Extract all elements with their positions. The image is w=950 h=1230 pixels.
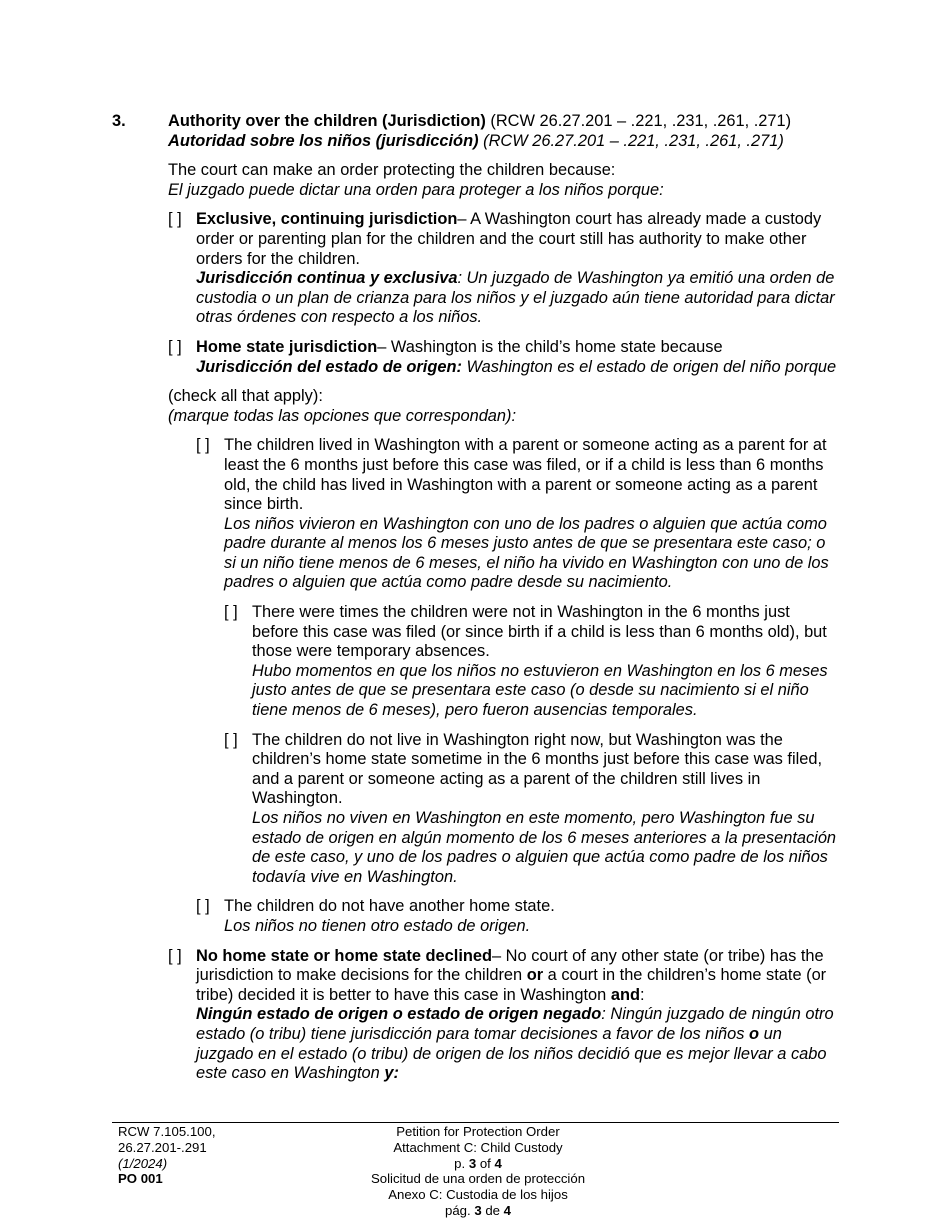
home-state-en [196, 338, 840, 358]
no-home-and-es: y [384, 1064, 394, 1083]
intro-es: El juzgado puede dictar una orden para proteger a los niños porque: [168, 180, 664, 199]
checkbox-temporary-absences[interactable]: [ ] [224, 603, 238, 622]
checkbox-not-living-now[interactable]: [ ] [224, 730, 238, 749]
no-home-es [196, 1005, 840, 1083]
footer-statute-1: RCW 7.105.100, [118, 1124, 216, 1139]
no-home-colon-en: : [639, 985, 645, 1004]
checkbox-no-home-state[interactable]: [ ] [168, 946, 182, 965]
no-home-label-es: Ningún estado de origen o estado de origen negado [196, 1005, 602, 1024]
footer-page-number-es: 3 [474, 1202, 482, 1218]
heading-es [168, 132, 840, 152]
exclusive-text-en: – A Washington court has already made a custody order or parenting plan for the children and the court still has authority to make other orders for the children. [196, 210, 822, 268]
footer-page-es [340, 1203, 616, 1219]
checkbox-no-other-home-state[interactable]: [ ] [196, 897, 210, 916]
no-home-text-en-2: a court in the children’s home state (or tribe) decided it is better to have this case in Washington [196, 966, 827, 1004]
checkbox-lived-in-washington[interactable]: [ ] [196, 436, 210, 455]
footer-statute-2: 26.27.201-.291 [118, 1139, 207, 1155]
section-number: 3. [112, 112, 126, 130]
lived-en: The children lived in Washington with a parent or someone acting as a parent for at least the 6 months just before this case was filed, or if a child is less than 6 months old, the child has lived in Washington with a parent or someone acting as a parent since birth. [224, 436, 827, 514]
footer-page-prefix-es: pág. [444, 1202, 475, 1218]
home-state-text-es: Washington es el estado de origen del niño porque [461, 357, 837, 376]
no-home-or-en: or [526, 966, 544, 985]
footer-page-of-en: of [476, 1155, 495, 1171]
home-state-es [196, 358, 840, 378]
no-home-text-es-2: un juzgado en el estado (o tribu) de origen de los niños decidió que es mejor llevar a cabo este caso en Washington [196, 1024, 827, 1083]
footer-page-total-en: 4 [494, 1155, 502, 1171]
check-all-es: (marque todas las opciones que correspondan): [168, 406, 517, 425]
exclusive-label-es: Jurisdicción continua y exclusiva [196, 269, 458, 288]
no-home-text-es-1: : Ningún juzgado de ningún otro estado (o tribu) tiene jurisdicción para tomar decisiones a favor de los niños [196, 1005, 834, 1043]
exclusive-en [196, 210, 840, 269]
lived-es: Los niños vivieron en Washington con uno de los padres o alguien que actúa como padre durante al menos los 6 meses justo antes de que se presentara este caso; o si un niño tiene menos de 6 meses, el niño ha vivido en Washington con uno de los padres o alguien que actúa como padre desde su nacimiento. [224, 514, 829, 592]
home-state-label-en: Home state jurisdiction [196, 337, 378, 356]
heading-title-en: Authority over the children (Jurisdiction) [168, 112, 486, 130]
exclusive-label-en: Exclusive, continuing jurisdiction [196, 210, 458, 229]
check-all-instruction [168, 387, 840, 426]
option-temporary-absences [224, 603, 840, 721]
footer-form-number: PO 001 [118, 1171, 163, 1187]
footer-page-number-en: 3 [468, 1155, 477, 1171]
footer-subtitle-es: Anexo C: Custodia de los hijos [388, 1187, 568, 1203]
no-home-text-en-1: – No court of any other state (or tribe) has the jurisdiction to make decisions for the children [196, 946, 824, 985]
footer-divider [112, 1122, 839, 1123]
footer-revision-date: (1/2024) [118, 1155, 168, 1171]
home-state-text-en: – Washington is the child’s home state because [377, 337, 723, 356]
footer-page-prefix-en: p. [454, 1155, 469, 1171]
footer-page-total-es: 4 [503, 1202, 512, 1218]
footer-page-of-es: de [481, 1202, 504, 1218]
intro-en: The court can make an order protecting the children because: [168, 161, 616, 180]
section-heading [168, 112, 840, 151]
not-now-es: Los niños no viven en Washington en este momento, pero Washington fue su estado de origen en algún momento de los 6 meses anteriores a la presentación de este caso, y uno de los padres o alguien que actúa como padre de los niños todavía vive en Washington. [252, 809, 837, 886]
option-home-state-jurisdiction [168, 338, 840, 377]
temporary-es: Hubo momentos en que los niños no estuvieron en Washington en los 6 meses justo antes de que se presentara este caso (o desde su nacimiento si el niño tiene menos de 6 meses), pero fueron ausencias temporales. [252, 661, 828, 720]
not-now-en: The children do not live in Washington right now, but Washington was the children’s home state sometime in the 6 months just before this case was filed, and a parent or someone acting as a parent of the children still lives in Washington. [252, 730, 823, 808]
heading-ref-en: (RCW 26.27.201 – .221, .231, .261, .271) [490, 112, 792, 130]
checkbox-exclusive-jurisdiction[interactable]: [ ] [168, 210, 182, 229]
temporary-en: There were times the children were not in Washington in the 6 months just before this case was filed (or since birth if a child is less than 6 months old), but those were temporary absences. [252, 603, 827, 661]
footer-title-en: Petition for Protection Order [396, 1124, 560, 1139]
exclusive-text-es: : Un juzgado de Washington ya emitió una orden de custodia o un plan de crianza para los niños y el juzgado aún tiene autoridad para dictar otras órdenes con respecto a los niños. [196, 269, 835, 327]
checkbox-home-state[interactable]: [ ] [168, 337, 182, 356]
footer-left [118, 1124, 216, 1187]
footer-page-en [340, 1156, 616, 1172]
no-other-es: Los niños no tienen otro estado de origen. [224, 916, 531, 935]
option-not-living-now [224, 731, 840, 888]
option-exclusive-jurisdiction [168, 210, 840, 328]
no-home-en [196, 947, 840, 1006]
no-other-en: The children do not have another home state. [224, 897, 555, 916]
section-content [168, 112, 840, 1094]
no-home-and-en: and [610, 985, 640, 1004]
home-state-label-es: Jurisdicción del estado de origen: [196, 357, 462, 376]
heading-en [168, 112, 840, 132]
option-lived-in-washington [196, 436, 840, 593]
footer-subtitle-en: Attachment C: Child Custody [393, 1139, 563, 1155]
option-no-home-state [168, 947, 840, 1084]
footer-center [340, 1124, 616, 1219]
exclusive-es [196, 269, 840, 328]
footer-title-es: Solicitud de una orden de protección [370, 1171, 586, 1187]
option-no-other-home-state [196, 897, 840, 936]
no-home-label-en: No home state or home state declined [196, 946, 493, 965]
check-all-en: (check all that apply): [168, 387, 323, 406]
heading-title-es: Autoridad sobre los niños (jurisdicción) [168, 131, 479, 150]
heading-ref-es: (RCW 26.27.201 – .221, .231, .261, .271) [483, 131, 784, 150]
no-home-colon-es: : [393, 1064, 399, 1083]
intro [168, 161, 840, 200]
no-home-or-es: o [749, 1024, 760, 1043]
